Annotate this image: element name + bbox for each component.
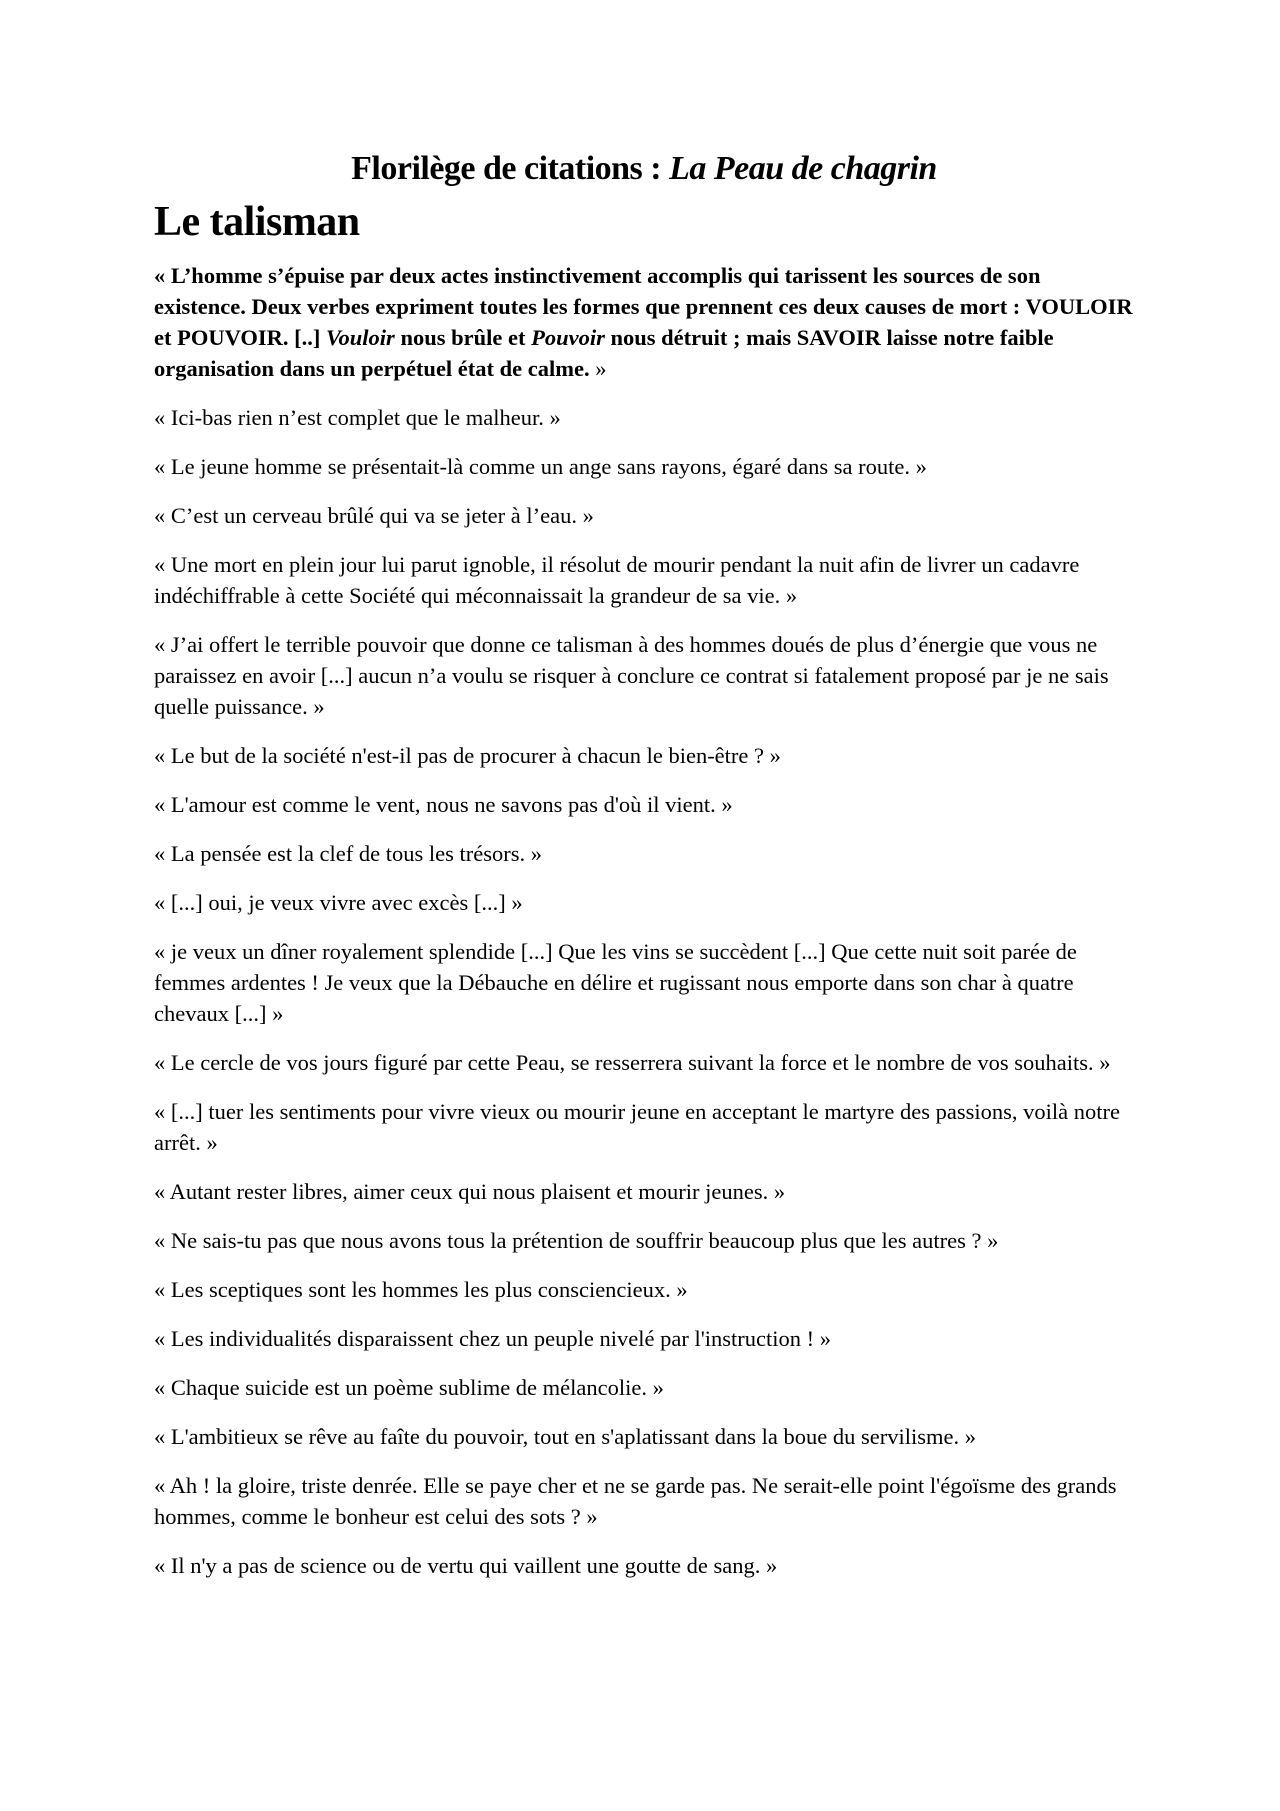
quote: « Une mort en plein jour lui parut ignoble, il résolut de mourir pendant la nuit afin de livrer un cadavre indéchiffrable à cette Société qui méconnaissait la grandeur de sa vie. » <box>154 552 1080 608</box>
quote: « Ne sais-tu pas que nous avons tous la prétention de souffrir beaucoup plus que les autres ? » <box>154 1228 999 1253</box>
quote: « Chaque suicide est un poème sublime de mélancolie. » <box>154 1375 664 1400</box>
lead-quote-part2: nous brûle et <box>394 325 532 350</box>
lead-quote-part3: nous détruit ; mais SAVOIR laisse notre faible organisation dans un perpétuel état de calme. <box>154 325 1054 381</box>
quote: « je veux un dîner royalement splendide [...] Que les vins se succèdent [...] Que cette nuit soit parée de femmes ardentes ! Je veux que la Débauche en délire et rugissant nous emporte dans son char à quatre chevaux [...] » <box>154 939 1077 1026</box>
lead-quote-emph-pouvoir: Pouvoir <box>531 325 605 350</box>
quote: « Il n'y a pas de science ou de vertu qui vaillent une goutte de sang. » <box>154 1553 778 1578</box>
quote: « J’ai offert le terrible pouvoir que donne ce talisman à des hommes doués de plus d’énergie que vous ne paraissez en avoir [...] aucun n’a voulu se risquer à conclure ce contrat si fatalement proposé par je ne sais quelle puissance. » <box>154 632 1109 719</box>
quote: « Le but de la société n'est-il pas de procurer à chacun le bien-être ? » <box>154 743 781 768</box>
quote: « La pensée est la clef de tous les trésors. » <box>154 841 542 866</box>
quote: « Les sceptiques sont les hommes les plus consciencieux. » <box>154 1277 688 1302</box>
lead-quote <box>154 260 1134 384</box>
quote: « C’est un cerveau brûlé qui va se jeter à l’eau. » <box>154 503 594 528</box>
section-heading: Le talisman <box>154 199 360 245</box>
quote: « Ici-bas rien n’est complet que le malheur. » <box>154 405 561 430</box>
document-page <box>154 150 1134 1599</box>
quote: « Le jeune homme se présentait-là comme un ange sans rayons, égaré dans sa route. » <box>154 454 927 479</box>
quote: « L'ambitieux se rêve au faîte du pouvoir, tout en s'aplatissant dans la boue du servilisme. » <box>154 1424 977 1449</box>
lead-quote-emph-vouloir: Vouloir <box>326 325 395 350</box>
lead-quote-closing: » <box>589 356 607 381</box>
title-work: La Peau de chagrin <box>669 150 937 187</box>
lead-quote-part1: « L’homme s’épuise par deux actes instinctivement accomplis qui tarissent les sources de son existence. Deux verbes expriment toutes les formes que prennent ces deux causes de mort : VOULOIR et POUVOIR. [..] <box>154 263 1133 350</box>
quote: « [...] oui, je veux vivre avec excès [...] » <box>154 890 523 915</box>
quote: « [...] tuer les sentiments pour vivre vieux ou mourir jeune en acceptant le martyre des passions, voilà notre arrêt. » <box>154 1099 1120 1155</box>
quote: « Les individualités disparaissent chez un peuple nivelé par l'instruction ! » <box>154 1326 831 1351</box>
quote: « Ah ! la gloire, triste denrée. Elle se paye cher et ne se garde pas. Ne serait-elle point l'égoïsme des grands hommes, comme le bonheur est celui des sots ? » <box>154 1473 1117 1529</box>
quote: « L'amour est comme le vent, nous ne savons pas d'où il vient. » <box>154 792 733 817</box>
quote: « Autant rester libres, aimer ceux qui nous plaisent et mourir jeunes. » <box>154 1179 786 1204</box>
title-prefix: Florilège de citations : <box>351 150 670 187</box>
quote: « Le cercle de vos jours figuré par cette Peau, se resserrera suivant la force et le nombre de vos souhaits. » <box>154 1050 1111 1075</box>
document-title <box>154 150 1134 188</box>
